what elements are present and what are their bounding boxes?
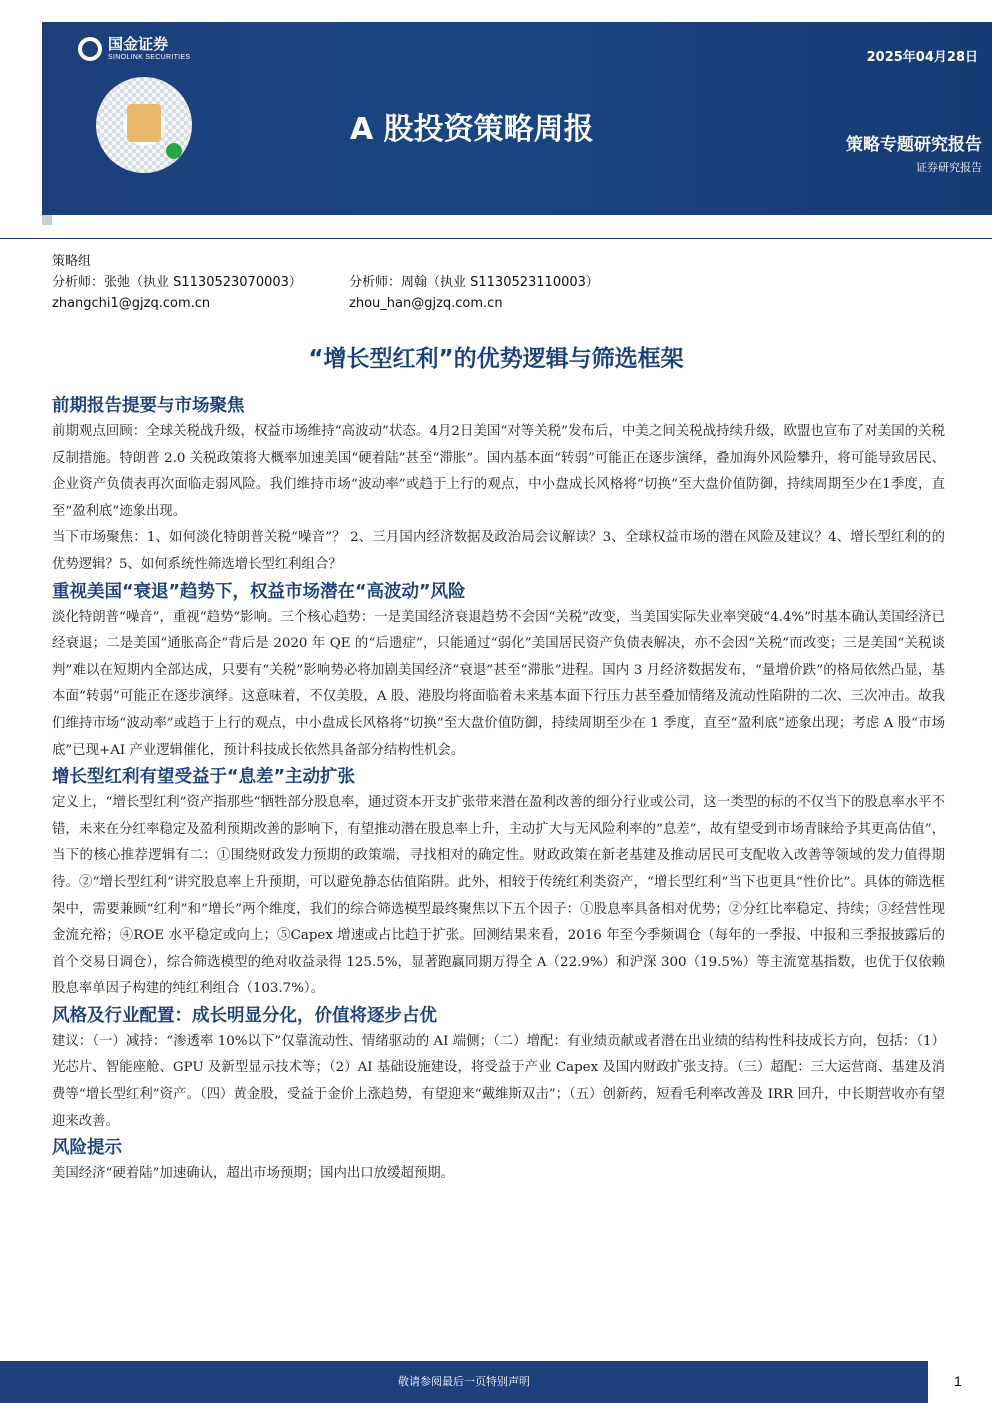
report-date: 2025年04月28日: [866, 50, 978, 65]
analyst-1: 分析师：张弛（执业 S1130523070003）: [52, 275, 302, 290]
team-name: 策略组: [52, 254, 92, 269]
divider: [0, 238, 992, 239]
report-body: [52, 393, 945, 1188]
section-heading: 前期报告提要与市场聚焦: [52, 396, 245, 416]
paragraph: 建议：（一）减持：“渗透率 10%以下”仅靠流动性、情绪驱动的 AI 端侧；（二）增配：有业绩贡献或者潜在出业绩的结构性科技成长方向，包括：（1）光芯片、智能座舱、GPU 及新型显示技术等；（2）AI 基础设施建设，将受益于产业 Capex 及国内财政扩张支持。（三）超配：三大运营商、基建及消费等“增长型红利”资产。（四）黄金股，受益于金价上涨趋势，有望迎来“戴维斯双击”；（五）创新药，短看毛利率改善及 IRR 回升，中长期营收亦有望迎来改善。: [52, 1033, 945, 1129]
page-number: 1: [954, 1373, 962, 1389]
section-heading: 风险提示: [52, 1138, 122, 1159]
section-heading: 重视美国“衰退”趋势下，权益市场潜在“高波动”风险: [52, 581, 466, 602]
paragraph: 当下市场聚焦：1、如何淡化特朗普关税“噪音”？ 2、三月国内经济数据及政治局会议解读？3、全球权益市场的潜在风险及建议？4、增长型红利的的优势逻辑？5、如何系统性筛选增长型红利组合？: [52, 530, 945, 572]
author-block: [52, 251, 599, 314]
logo-name-cn: 国金证券: [108, 35, 169, 53]
section-heading: 增长型红利有望受益于“息差”主动扩张: [52, 767, 356, 788]
report-type: 策略专题研究报告: [846, 135, 982, 155]
report-subtype: 证券研究报告: [916, 161, 982, 174]
paragraph: 定义上，“增长型红利”资产指那些“牺牲部分股息率，通过资本开支扩张带来潜在盈利改善的细分行业或公司，这一类型的标的不仅当下的股息率水平不错，未来在分红率稳定及盈利预期改善的影响下，有望推动潜在股息率上升，主动扩大与无风险利率的“息差”，故有望受到市场青睐给予其更高估值”，当下的核心推荐逻辑有二：①围绕财政发力预期的政策端，寻找相对的确定性。财政政策在新老基建及推动居民可支配收入改善等领域的发力值得期待。②“增长型红利”讲究股息率上升预期，可以避免静态估值陷阱。此外，相较于传统红利类资产，“增长型红利”当下也更具“性价比”。具体的筛选框架中，需要兼顾“红利”和“增长”两个维度，我们的综合筛选模型最终聚焦以下五个因子：①股息率具备相对优势；②分红比率稳定、持续；③经营性现金流充裕；④ROE 水平稳定或向上；⑤Capex 增速或占比趋于扩张。回测结果来看，2016 年至今季频调仓（每年的一季报、中报和三季报披露后的首个交易日调仓），综合筛选模型的绝对收益录得 125.5%，显著跑赢同期万得全 A（22.9%）和沪深 300（19.5%）等主流宽基指数，也优于仅依赖股息率单因子构建的纯红利组合（103.7%）。: [52, 795, 945, 997]
section-heading: 风格及行业配置：成长明显分化，价值将逐步占优: [52, 1005, 437, 1026]
mini-program-badge-icon: [166, 143, 182, 159]
qr-center-logo: [127, 104, 161, 142]
analyst-2-email[interactable]: zhou_han@gjzq.com.cn: [349, 296, 503, 311]
analyst-1-email[interactable]: zhangchi1@gjzq.com.cn: [52, 296, 211, 311]
footer-disclaimer: 敬请参阅最后一页特别声明: [0, 1361, 928, 1403]
report-series-title: A 股投资策略周报: [350, 112, 594, 147]
paragraph: 前期观点回顾：全球关税战升级，权益市场维持“高波动”状态。4月2日美国“对等关税”发布后，中美之间关税战持续升级，欧盟也宣布了对美国的关税反制措施。特朗普 2.0 关税政策将大概率加速美国“硬着陆”甚至“滞胀”。国内基本面“转弱”可能正在逐步演绎，叠加海外风险攀升，将可能导致居民、企业资产负债表再次面临走弱风险。我们维持市场“波动率”或趋于上行的观点，中小盘成长风格将“切换”至大盘价值防御，持续周期至少在1季度，直至“盈利底”迹象出现。: [52, 424, 945, 519]
document-title: “增长型红利”的优势逻辑与筛选框架: [308, 346, 684, 372]
paragraph: 美国经济“硬着陆”加速确认，超出市场预期；国内出口放缓超预期。: [52, 1166, 455, 1182]
logo-name-en: SINOLINK SECURITIES: [108, 54, 191, 61]
logo-icon: [78, 37, 102, 61]
paragraph: 淡化特朗普“噪音”，重视“趋势”影响。三个核心趋势：一是美国经济衰退趋势不会因“关税”改变，当美国实际失业率突破“4.4%”时基本确认美国经济已经衰退；二是美国“通胀高企”背后是 2020 年 QE 的“后遗症”，只能通过“弱化”美国居民资产负债表解决，亦不会因“关税”而改变；三是美国“关税谈判”难以在短期内全部达成，只要有“关税”影响势必将加剧美国经济“衰退”甚至“滞胀”进程。国内 3 月经济数据发布，“量增价跌”的格局依然凸显，基本面“转弱”可能正在逐步演绎。这意味着，不仅美股，A 股、港股均将面临着未来基本面下行压力甚至叠加情绪及流动性陷阱的二次、三次冲击。故我们维持市场“波动率”或趋于上行的观点，中小盘成长风格将“切换”至大盘价值防御，持续周期至少在 1 季度，直至“盈利底”迹象出现；考虑 A 股“市场底”已现+AI 产业逻辑催化，预计科技成长依然具备部分结构性机会。: [52, 609, 945, 758]
analyst-2: 分析师：周翰（执业 S1130523110003）: [349, 275, 599, 290]
company-logo: [78, 36, 190, 62]
